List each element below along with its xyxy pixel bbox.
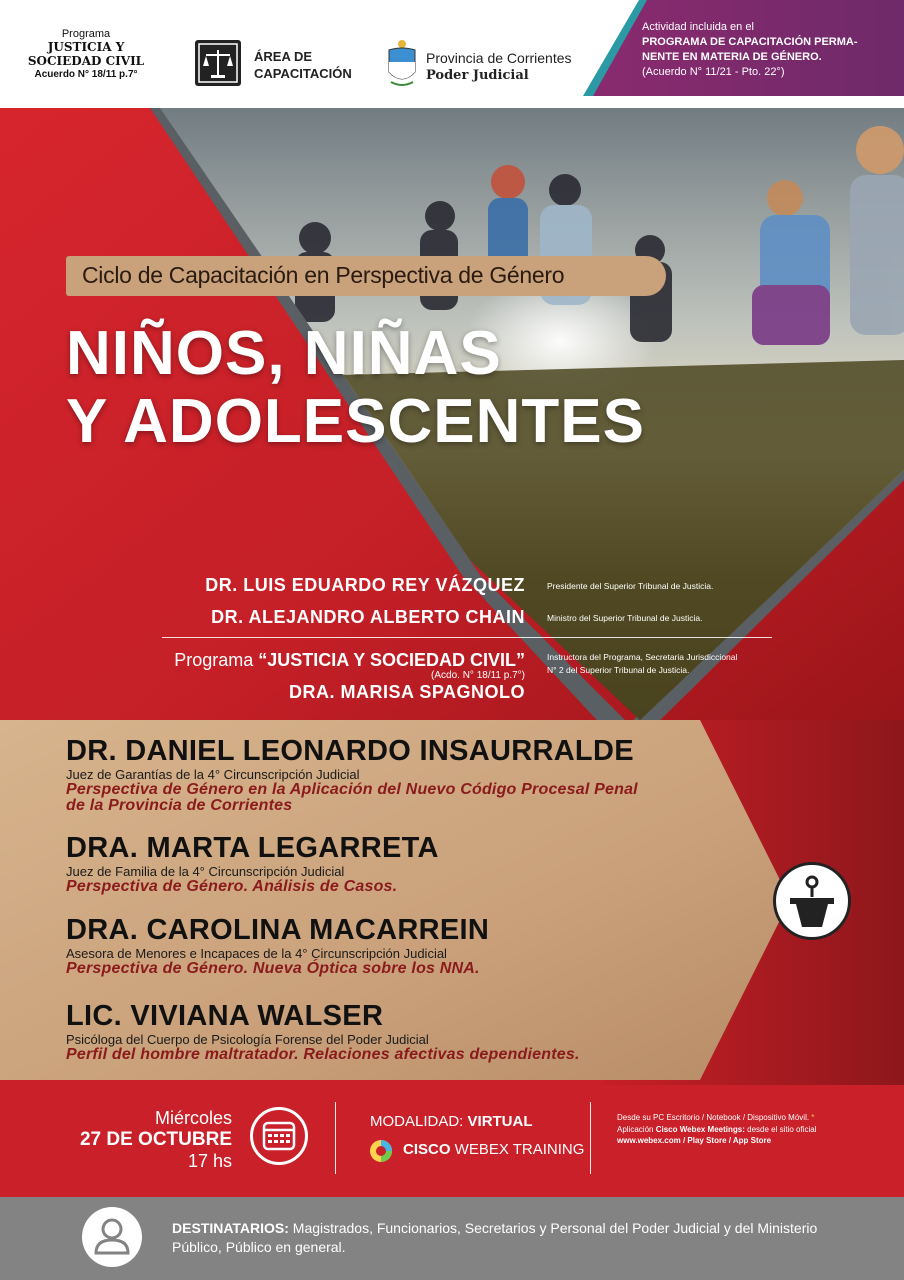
calendar-icon	[250, 1107, 308, 1165]
modality-label: MODALIDAD:	[370, 1113, 468, 1130]
speaker-role: Psicóloga del Cuerpo de Psicología Forense del Poder Judicial	[66, 1032, 429, 1047]
programa-logo-line2: JUSTICIA Y	[47, 40, 125, 54]
area-capacitacion	[254, 48, 352, 82]
provincia-label: Provincia de Corrientes	[426, 50, 572, 66]
modality-value: VIRTUAL	[467, 1113, 533, 1130]
main-title-line1: NIÑOS, NIÑAS	[66, 319, 502, 388]
programa-block	[100, 650, 525, 703]
speaker-topic-cont: de la Provincia de Corrientes	[66, 797, 293, 814]
band-line2: PROGRAMA DE CAPACITACIÓN PERMA-	[642, 36, 858, 48]
programa-logo-line1: Programa	[61, 28, 111, 40]
cycle-title: Ciclo de Capacitación en Perspectiva de Género	[82, 262, 565, 288]
event-time: 17 hs	[187, 1151, 232, 1171]
audience-description: Magistrados, Funcionarios, Secretarios y Personal del Poder Judicial y del Ministerio Público, Público en general.	[172, 1220, 818, 1255]
modality	[370, 1113, 533, 1130]
speaker-role: Juez de Familia de la 4° Circunscripción Judicial	[66, 864, 345, 879]
programa-desc	[547, 651, 797, 677]
person-icon	[82, 1207, 142, 1267]
audience-label: DESTINATARIOS:	[172, 1220, 289, 1236]
speaker-2	[66, 832, 439, 895]
programa-acdo: (Acdo. N° 18/11 p.7°)	[431, 670, 525, 681]
speaker-name: DRA. CAROLINA MACARREIN	[66, 914, 490, 946]
speaker-topic: Perfil del hombre maltratador. Relaciones afectivas dependientes.	[66, 1046, 580, 1063]
area-line1: ÁREA DE	[254, 49, 313, 64]
speaker-1	[66, 735, 638, 814]
event-day: Miércoles	[154, 1108, 232, 1128]
access-line1-text: Desde su PC Escritorio / Notebook / Dispositivo Móvil.	[617, 1113, 810, 1122]
webex-icon	[369, 1139, 393, 1163]
authority-2	[150, 607, 525, 628]
platform-rest: WEBEX TRAINING	[450, 1141, 585, 1158]
access-line3: www.webex.com / Play Store / App Store	[617, 1136, 772, 1145]
programa-desc-line2: N° 2 del Superior Tribunal de Justicia.	[547, 665, 690, 675]
authority-name: DR. ALEJANDRO ALBERTO CHAIN	[211, 607, 525, 627]
poder-judicial-logo	[426, 50, 572, 83]
access-line2-post: desde el sitio oficial	[744, 1124, 817, 1134]
speaker-topic: Perspectiva de Género. Nueva Óptica sobre los NNA.	[66, 960, 480, 977]
speaker-name: DRA. MARTA LEGARRETA	[66, 832, 439, 864]
separator-2	[590, 1102, 591, 1174]
main-title-line2: Y ADOLESCENTES	[66, 387, 645, 456]
separator-1	[335, 1102, 336, 1174]
speaker-role: Juez de Garantías de la 4° Circunscripción Judicial	[66, 767, 360, 782]
access-star: *	[809, 1113, 815, 1122]
band-line3: NENTE EN MATERIA DE GÉNERO.	[642, 51, 822, 63]
programa-prefix: Programa	[174, 650, 259, 670]
speaker-4	[66, 1000, 580, 1063]
programa-desc-line1: Instructora del Programa, Secretaria Jurisdiccional	[547, 652, 738, 662]
cycle-banner	[66, 256, 666, 296]
access-line1	[617, 1112, 887, 1124]
event-date-label: 27 DE OCTUBRE	[79, 1129, 232, 1150]
programa-name: “JUSTICIA Y SOCIEDAD CIVIL”	[258, 650, 525, 670]
balance-scale-icon	[195, 40, 241, 86]
authority-2-desc: Ministro del Superior Tribunal de Justicia.	[547, 613, 703, 623]
programa-line	[100, 650, 525, 671]
speaker-name: DR. DANIEL LEONARDO INSAURRALDE	[66, 735, 634, 767]
authorities-divider	[162, 637, 772, 638]
access-line2-bold: Cisco Webex Meetings:	[655, 1124, 745, 1134]
programa-logo-line3: SOCIEDAD CIVIL	[27, 54, 145, 68]
footer	[0, 1197, 904, 1280]
speaker-topic: Perspectiva de Género en la Aplicación del Nuevo Código Procesal Penal	[66, 781, 638, 798]
speaker-topic: Perspectiva de Género. Análisis de Casos.	[66, 878, 398, 895]
speaker-name: LIC. VIVIANA WALSER	[66, 1000, 384, 1032]
band-line4: (Acuerdo N° 11/21 - Pto. 22°)	[642, 66, 785, 78]
event-date	[70, 1108, 232, 1172]
access-info	[617, 1112, 887, 1147]
main-title	[66, 320, 645, 456]
audience-text	[172, 1219, 852, 1257]
access-line2-pre: Aplicación	[617, 1124, 656, 1134]
poder-judicial-label: Poder Judicial	[426, 68, 529, 83]
programa-person: DRA. MARISA SPAGNOLO	[288, 682, 525, 702]
area-line2: CAPACITACIÓN	[254, 66, 352, 81]
platform-bold: CISCO	[403, 1141, 451, 1158]
authority-name: DR. LUIS EDUARDO REY VÁZQUEZ	[205, 575, 525, 595]
provincial-shield-icon	[385, 38, 419, 88]
programa-logo-line4: Acuerdo N° 18/11 p.7°	[34, 69, 138, 80]
programa-logo	[14, 28, 158, 80]
band-line1: Actividad incluida en el	[642, 21, 754, 33]
speaker-3	[66, 914, 489, 977]
platform-name	[403, 1141, 584, 1158]
header-band-text	[642, 20, 897, 80]
authority-1	[150, 575, 525, 596]
podium-icon	[773, 862, 851, 940]
authority-1-desc: Presidente del Superior Tribunal de Justicia.	[547, 581, 714, 591]
access-line2	[617, 1124, 887, 1136]
speaker-role: Asesora de Menores e Incapaces de la 4° Circunscripción Judicial	[66, 946, 447, 961]
